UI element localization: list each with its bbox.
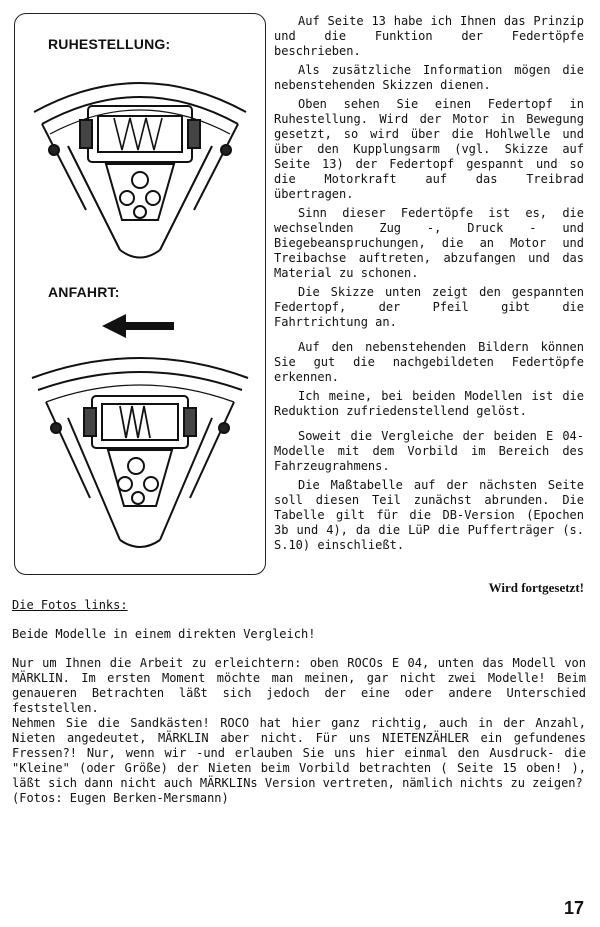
caption-line: Beide Modelle in einem direkten Vergleich! <box>12 627 316 641</box>
paragraph: Die Skizze unten zeigt den gespannten Federtopf, der Pfeil gibt die Fahrtrichtung an. <box>274 285 584 329</box>
spring-pot-rest-sketch <box>28 60 252 270</box>
paragraph: Auf Seite 13 habe ich Ihnen das Prinzip und die Funktion der Federtöpfe beschrieben. <box>274 14 584 58</box>
label-ruhestellung: RUHESTELLUNG: <box>48 36 171 52</box>
right-text-column <box>274 14 584 557</box>
section-heading: Die Fotos links: <box>12 598 128 612</box>
photo-credit: (Fotos: Eugen Berken-Mersmann) <box>12 791 229 805</box>
photo-caption-section <box>12 598 586 806</box>
paragraph: Ich meine, bei beiden Modellen ist die Reduktion zufriedenstellend gelöst. <box>274 389 584 418</box>
paragraph: Als zusätzliche Information mögen die nebenstehenden Skizzen dienen. <box>274 63 584 92</box>
spring-pot-tensioned-sketch <box>28 348 252 558</box>
paragraph: Sinn dieser Federtöpfe ist es, die wechselnden Zug -, Druck - und Biegebeanspruchungen, die an Motor und Treibachse auftreten, abzufangen und das Material zu schonen. <box>274 206 584 280</box>
caption-body: Nur um Ihnen die Arbeit zu erleichtern: oben ROCOs E 04, unten das Modell von MÄRKLIN. Im ersten Moment möchte man meinen, gar nicht zwei Modelle! Beim genaueren Betrachten läßt sich jedoch der eine oder andere Unterschied feststellen. <box>12 656 586 715</box>
direction-arrow-icon <box>100 312 180 340</box>
paragraph: Oben sehen Sie einen Federtopf in Ruhestellung. Wird der Motor in Bewegung gesetzt, so wird über die Hohlwelle und über den Kupplungsarm (vgl. Skizze auf Seite 13) der Federtopf gespannt und so die Motorkraft auf das Treibrad übertragen. <box>274 97 584 201</box>
page-number: 17 <box>563 898 584 918</box>
paragraph: Auf den nebenstehenden Bildern können Sie gut die nachgebildeten Federtöpfe erkennen. <box>274 340 584 384</box>
paragraph: Die Maßtabelle auf der nächsten Seite soll diesen Teil zunächst abrunden. Die Tabelle gilt für die DB-Version (Epochen 3b und 4), da die LüP die Pufferträger (s. S.10) einschließt. <box>274 478 584 552</box>
label-anfahrt: ANFAHRT: <box>48 284 120 300</box>
caption-body-2: Nehmen Sie die Sandkästen! ROCO hat hier ganz richtig, auch in der Anzahl, Nieten angedeutet, MÄRKLIN aber nicht. Für uns NIETENZÄHLER ein gefundenes Fressen?! Nur, wenn wir -und erlauben Sie uns hier einmal den Ausdruck- die "Kleine" (oder Größe) der Nieten beim Vorbild betrachten ( Seite 15 oben! ), läßt sich dann nicht auch MÄRKLINs Version vertreten, nämlich nichts zu zeigen? <box>12 716 586 790</box>
paragraph: Soweit die Vergleiche der beiden E 04-Modelle mit dem Vorbild im Bereich des Fahrzeugrahmens. <box>274 429 584 473</box>
continued-note: Wird fortgesetzt! <box>488 580 584 595</box>
